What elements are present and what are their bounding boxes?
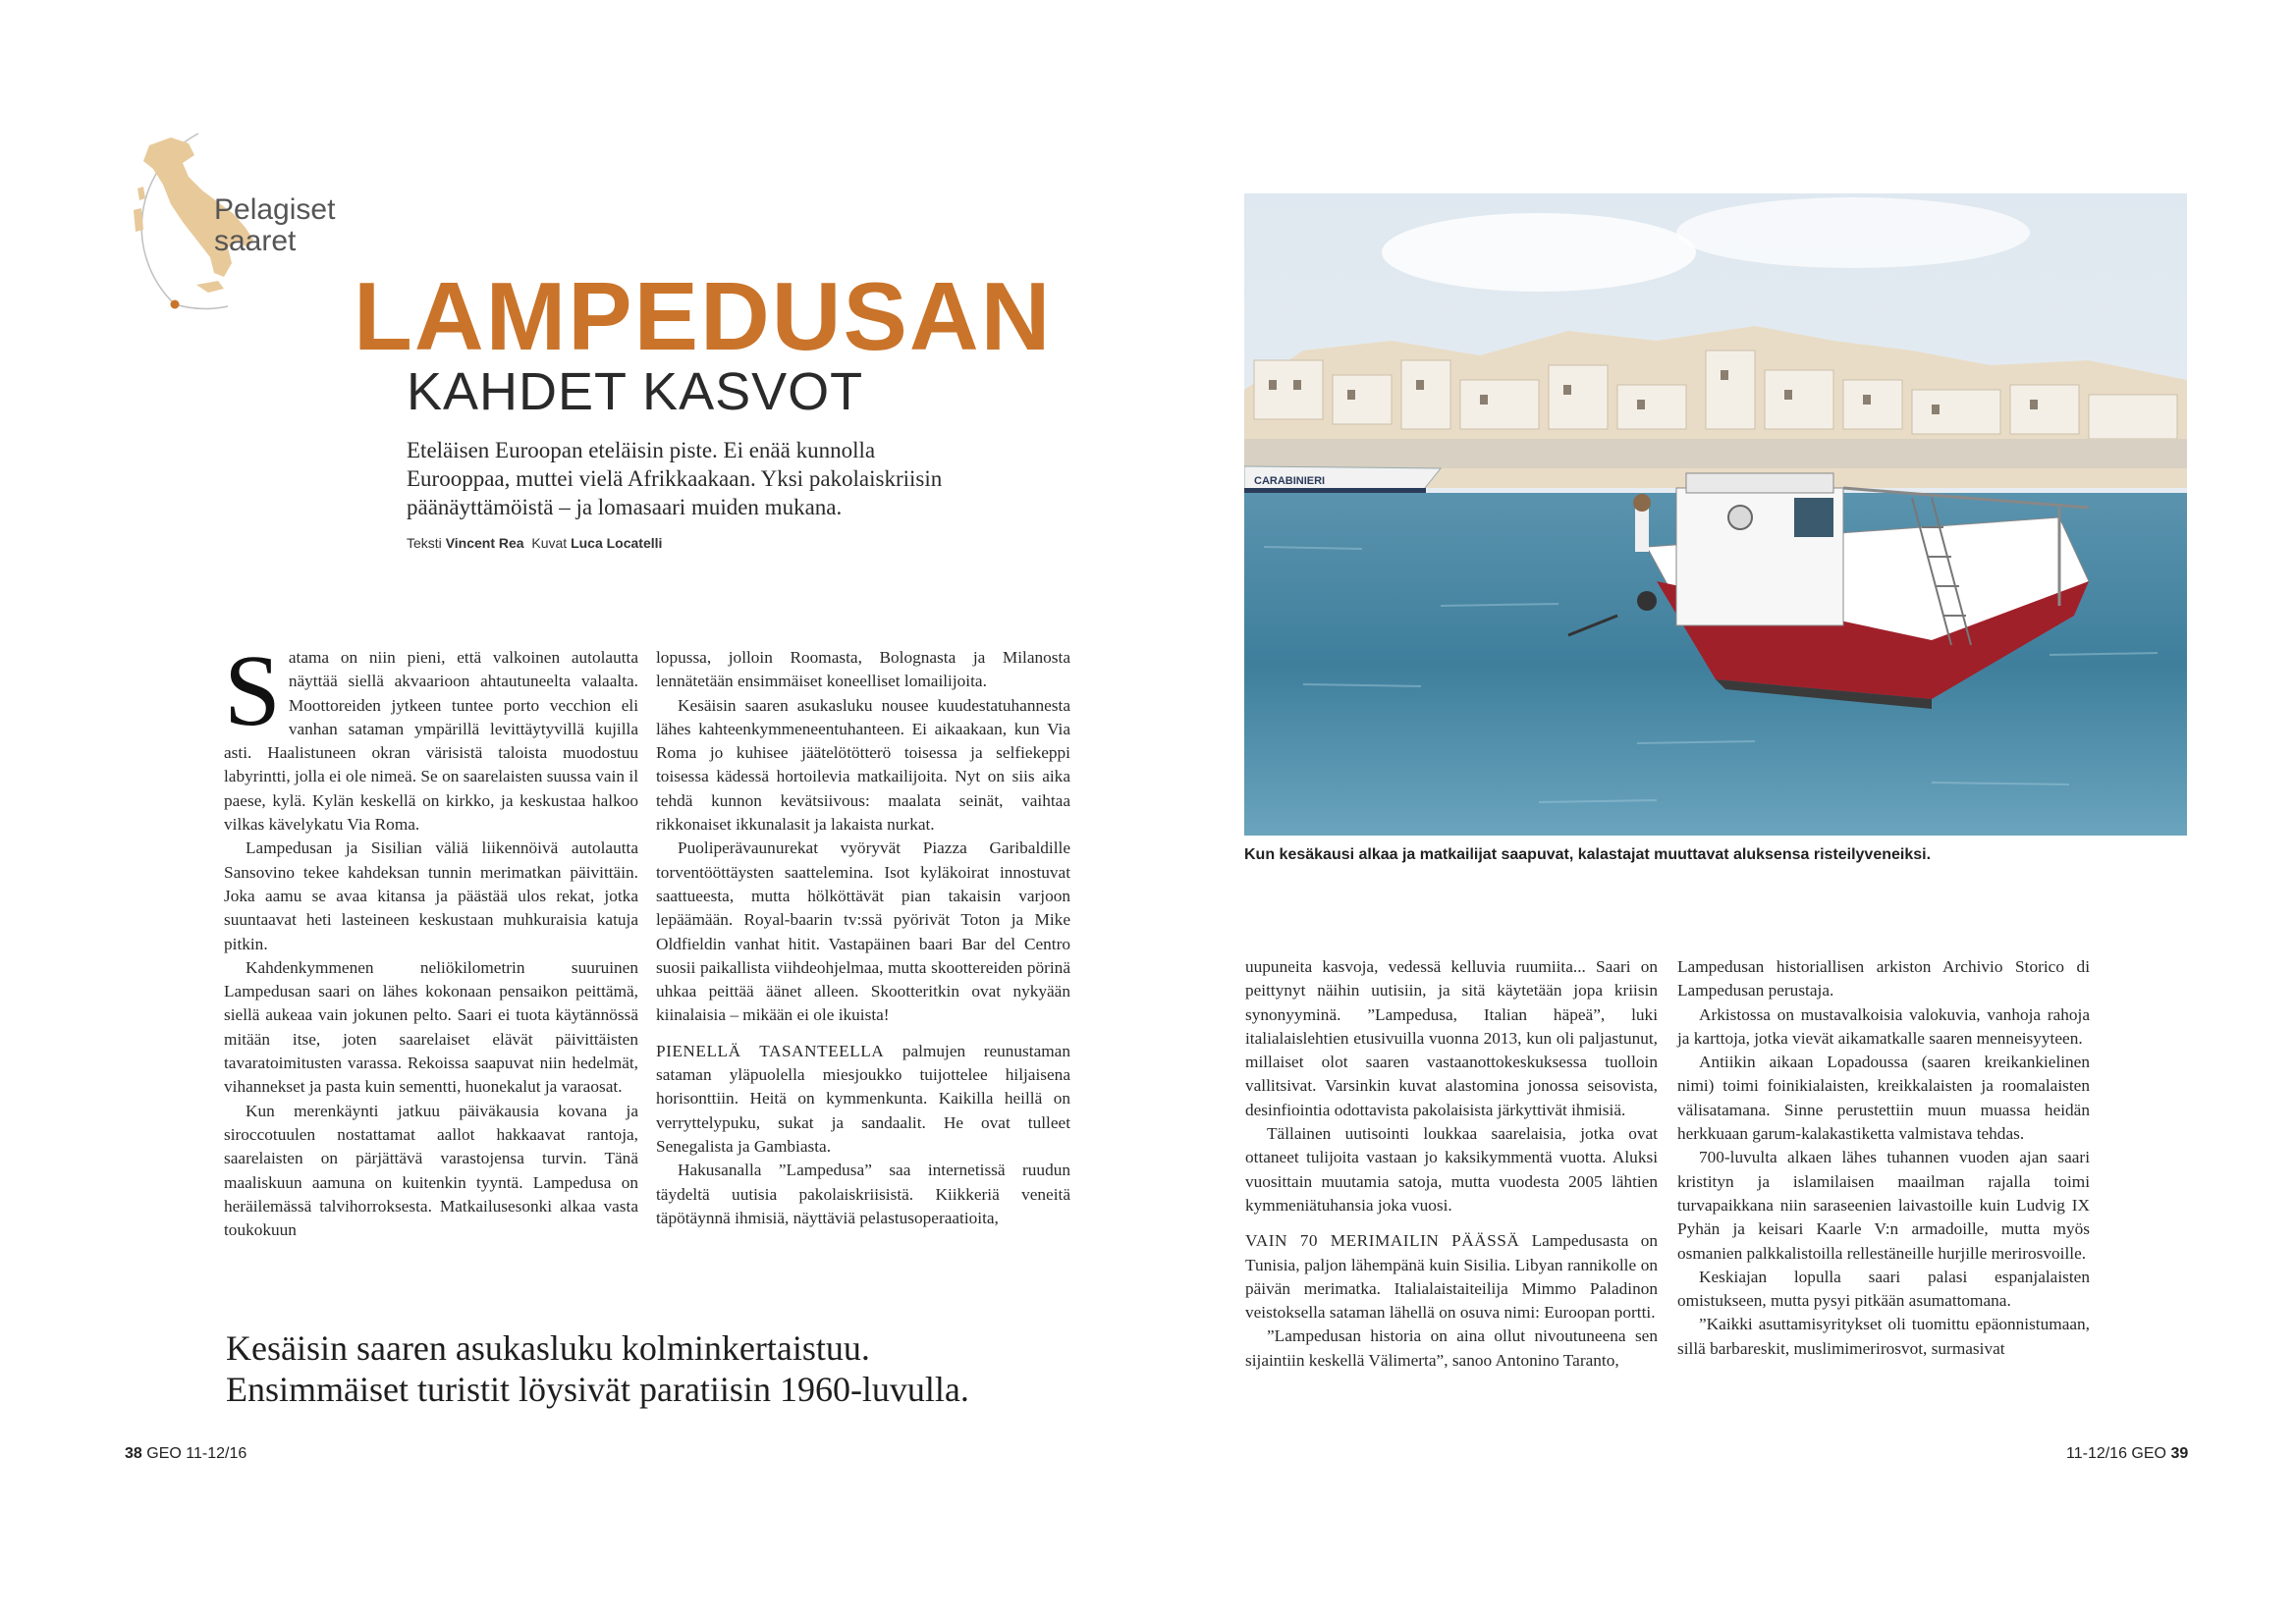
section-lead-in: VAIN 70 MERIMAILIN PÄÄSSÄ bbox=[1245, 1231, 1520, 1251]
page-number-right: 39 bbox=[2170, 1445, 2189, 1462]
page-number-left: 38 bbox=[125, 1445, 142, 1462]
paragraph: Arkistossa on mustavalkoisia valokuvia, vanhoja rahoja ja karttoja, jotka vievät aikamatkalle saaren menneisyyteen. bbox=[1677, 1004, 2090, 1048]
article-credits bbox=[407, 535, 662, 551]
body-column-3 bbox=[1245, 955, 1658, 1373]
credits-photo-label: Kuvat bbox=[531, 535, 568, 551]
paragraph: ”Kaikki asuttamisyritykset oli tuomittu epäonnistumaan, sillä barbareskit, muslimimerirosvot, surmasivat bbox=[1677, 1315, 2090, 1358]
paragraph: Kesäisin saaren asukasluku nousee kuudestatuhannesta lähes kahteenkymmeneentuhanteen. Ei aikaakaan, kun Via Roma jo kuhisee jäätelötötterö toisessa ja selfiekeppi toisessa kädessä hortoilevia matkailijoita. Nyt on siis aika tehdä kunnon kevätsiivous: maalata seinät, vaihtaa rikkonaiset ikkunalasit ja lakaista nurkat. bbox=[656, 695, 1070, 835]
folio-text-left: GEO 11-12/16 bbox=[146, 1445, 247, 1462]
pull-quote-line1: Kesäisin saaren asukasluku kolminkertaistuu. bbox=[226, 1328, 870, 1368]
section-label-line1: Pelagiset bbox=[214, 193, 336, 226]
pull-quote-line2: Ensimmäiset turistit löysivät paratiisin 1960-luvulla. bbox=[226, 1370, 969, 1409]
paragraph: Kahdenkymmenen neliökilometrin suuruinen Lampedusan saari on lähes kokonaan pensaikon peittämä, siellä aukeaa vain jokunen pelto. Saari ei tuota käytännössä mitään itse, joten saarelaiset elävät päivittäisten tavaratoimitusten varassa. Rekoissa saapuvat niin hedelmät, vihannekset ja pasta kuin sementti, huonekalut ja varaosat. bbox=[224, 957, 638, 1097]
paragraph: PIENELLÄ TASANTEELLA palmujen reunustaman sataman yläpuolella miesjoukko tuijottelee hiljaisena horisonttiin. Heitä on kymmenkunta. Kaikilla heillä on verryttelypuku, sukat ja sandaalit. He ovat tulleet Senegalista ja Gambiasta. bbox=[656, 1041, 1070, 1156]
credits-text-name: Vincent Rea bbox=[445, 535, 524, 551]
paragraph: Antiikin aikaan Lopadoussa (saaren kreikankielinen nimi) toimi foinikialaisten, kreikkalaisten ja roomalaisten välisatamana. Sinne perustettiin muun muassa heidän herkkuaan garum-kalakastiketta valmistava tehdas. bbox=[1677, 1053, 2090, 1144]
paragraph: Keskiajan lopulla saari palasi espanjalaisten omistukseen, mutta pysyi pitkään asumattomana. bbox=[1677, 1267, 2090, 1311]
section-label-line2: saaret bbox=[214, 225, 297, 257]
boat-in-harbor-image bbox=[1244, 193, 2187, 836]
credits-text-label: Teksti bbox=[407, 535, 442, 551]
paragraph: Satama on niin pieni, että valkoinen autolautta näyttää siellä akvaarioon ahtautuneelta valaalta. Moottoreiden jytkeen tuntee porto vecchion eli vanhan sataman ympärillä levittäytyvillä kujilla asti. Haalistuneen okran värisistä taloista muodostuu labyrintti, jolla ei ole nimeä. Se on saarelaisten suussa vain il paese, kylä. Kylän keskellä on kirkko, ja keskustaa halkoo vilkas kävelykatu Via Roma. bbox=[224, 634, 638, 835]
paragraph: Lampedusan ja Sisilian väliä liikennöivä autolautta Sansovino tekee kahdeksan tunnin merimatkan päivittäin. Joka aamu se avaa kitansa ja päästää ulos rekat, jotka suuntaavat heti lasteineen keskustaan muhkuraisia katuja pitkin. bbox=[224, 838, 638, 953]
pull-quote bbox=[226, 1327, 1110, 1410]
paragraph: VAIN 70 MERIMAILIN PÄÄSSÄ Lampedusasta on Tunisia, paljon lähempänä kuin Sisilia. Libyan rannikolle on päivän merimatka. Italialaistaiteilija Mimmo Paladinon veistoksella sataman lähellä on osuva nimi: Euroopan portti. bbox=[1245, 1231, 1659, 1323]
article-title: LAMPEDUSAN bbox=[354, 262, 1053, 370]
paragraph: Kun merenkäynti jatkuu päiväkausia kovana ja siroccotuulen nostattamat aallot hakkaavat rantoja, saarelaisten on pärjättävä varastojensa turvin. Tänä maaliskuun aamuna on kuitenkin tyyntä. Lampedusa on heräilemässä talvihorroksesta. Matkailusesonki alkaa vasta toukokuun bbox=[224, 1101, 638, 1240]
paragraph: uupuneita kasvoja, vedessä kelluvia ruumiita... Saari on peittynyt näihin uutisiin, ja sitä käytetään jopa kriisin synonyyminä. ”Lampedusa, Italian häpeä”, luki italialaislehtien etusivuilla vuonna 2013, kun oli paljastunut, millaiset olot saaren vastaanottokeskuksessa tuolloin vallitsivat. Varsinkin kuvat alastomina jonossa seisovista, desinfiointia odottavista pakolaisista järkyttivät ihmisiä. bbox=[1245, 957, 1658, 1119]
section-label bbox=[214, 194, 335, 257]
paragraph: Puoliperävaunurekat vyöryvät Piazza Garibaldille torventööttäysten saattelemina. Isot kyläkoirat innostuvat saattueesta, mutta hölköttävät pian takaisin varjoon lepäämään. Royal-baarin tv:ssä pyörivät Toton ja Mike Oldfieldin vanhat hitit. Vastapäinen baari Bar del Centro suosii paikallista viihdeohjelmaa, mutta skoottereiden pörinä uhkaa peittää äänet alleen. Skootteritkin ovat nykyään kiinalaisia – mikään ei ole ikuista! bbox=[656, 838, 1070, 1025]
page-folio-left bbox=[125, 1445, 246, 1463]
paragraph: ”Lampedusan historia on aina ollut nivoutuneena sen sijaintiin keskellä Välimerta”, sanoo Antonino Taranto, bbox=[1245, 1326, 1658, 1370]
boat-label: CARABINIERI bbox=[1254, 475, 1326, 487]
photo-caption: Kun kesäkausi alkaa ja matkailijat saapuvat, kalastajat muuttavat aluksensa risteilyveneiksi. bbox=[1244, 846, 1932, 863]
article-subtitle: KAHDET KASVOT bbox=[407, 362, 864, 421]
paragraph: Tällainen uutisointi loukkaa saarelaisia, jotka ovat ottaneet tulijoita vastaan jo kaksikymmentä vuotta. Aluksi vuosittain muutamia satoja, mutta vuodesta 2005 lähtien kymmeniätuhansia joka vuosi. bbox=[1245, 1124, 1658, 1215]
paragraph: 700-luvulta alkaen lähes tuhannen vuoden ajan saari kristityn ja islamilaisen maailman rajalla toimi turvapaikkana niin saraseenien laivastoille kuin Ludvig IX Pyhän ja keisari Kaarle V:n armadoille, mutta myös osmanien palkkalistoilla rellestäneille hurjille merirosvoille. bbox=[1677, 1148, 2090, 1263]
harbor-photo bbox=[1244, 193, 2187, 836]
paragraph: Lampedusan historiallisen arkiston Archivio Storico di Lampedusan perustaja. bbox=[1677, 957, 2090, 1000]
article-lead: Eteläisen Euroopan eteläisin piste. Ei enää kunnolla Eurooppaa, muttei vielä Afrikkaakaan. Yksi pakolaiskriisin päänäyttämöistä – ja lomasaari muiden mukana. bbox=[407, 438, 943, 519]
page-folio-right bbox=[2066, 1445, 2188, 1463]
body-column-1 bbox=[224, 634, 638, 1242]
paragraph: lopussa, jolloin Roomasta, Bolognasta ja Milanosta lennätetään ensimmäiset koneelliset lomailijoita. bbox=[656, 648, 1070, 691]
body-column-2 bbox=[656, 646, 1070, 1230]
body-column-4 bbox=[1677, 955, 2090, 1361]
paragraph: Hakusanalla ”Lampedusa” saa internetissä ruudun täydeltä uutisia pakolaiskriisistä. Kiikkeriä veneitä täpötäynnä ihmisiä, näyttäviä pelastusoperaatioita, bbox=[656, 1161, 1070, 1227]
folio-text-right: 11-12/16 GEO bbox=[2066, 1445, 2166, 1462]
section-lead-in: PIENELLÄ TASANTEELLA bbox=[656, 1041, 885, 1060]
credits-photo-name: Luca Locatelli bbox=[571, 535, 663, 551]
drop-cap: S bbox=[224, 634, 281, 747]
